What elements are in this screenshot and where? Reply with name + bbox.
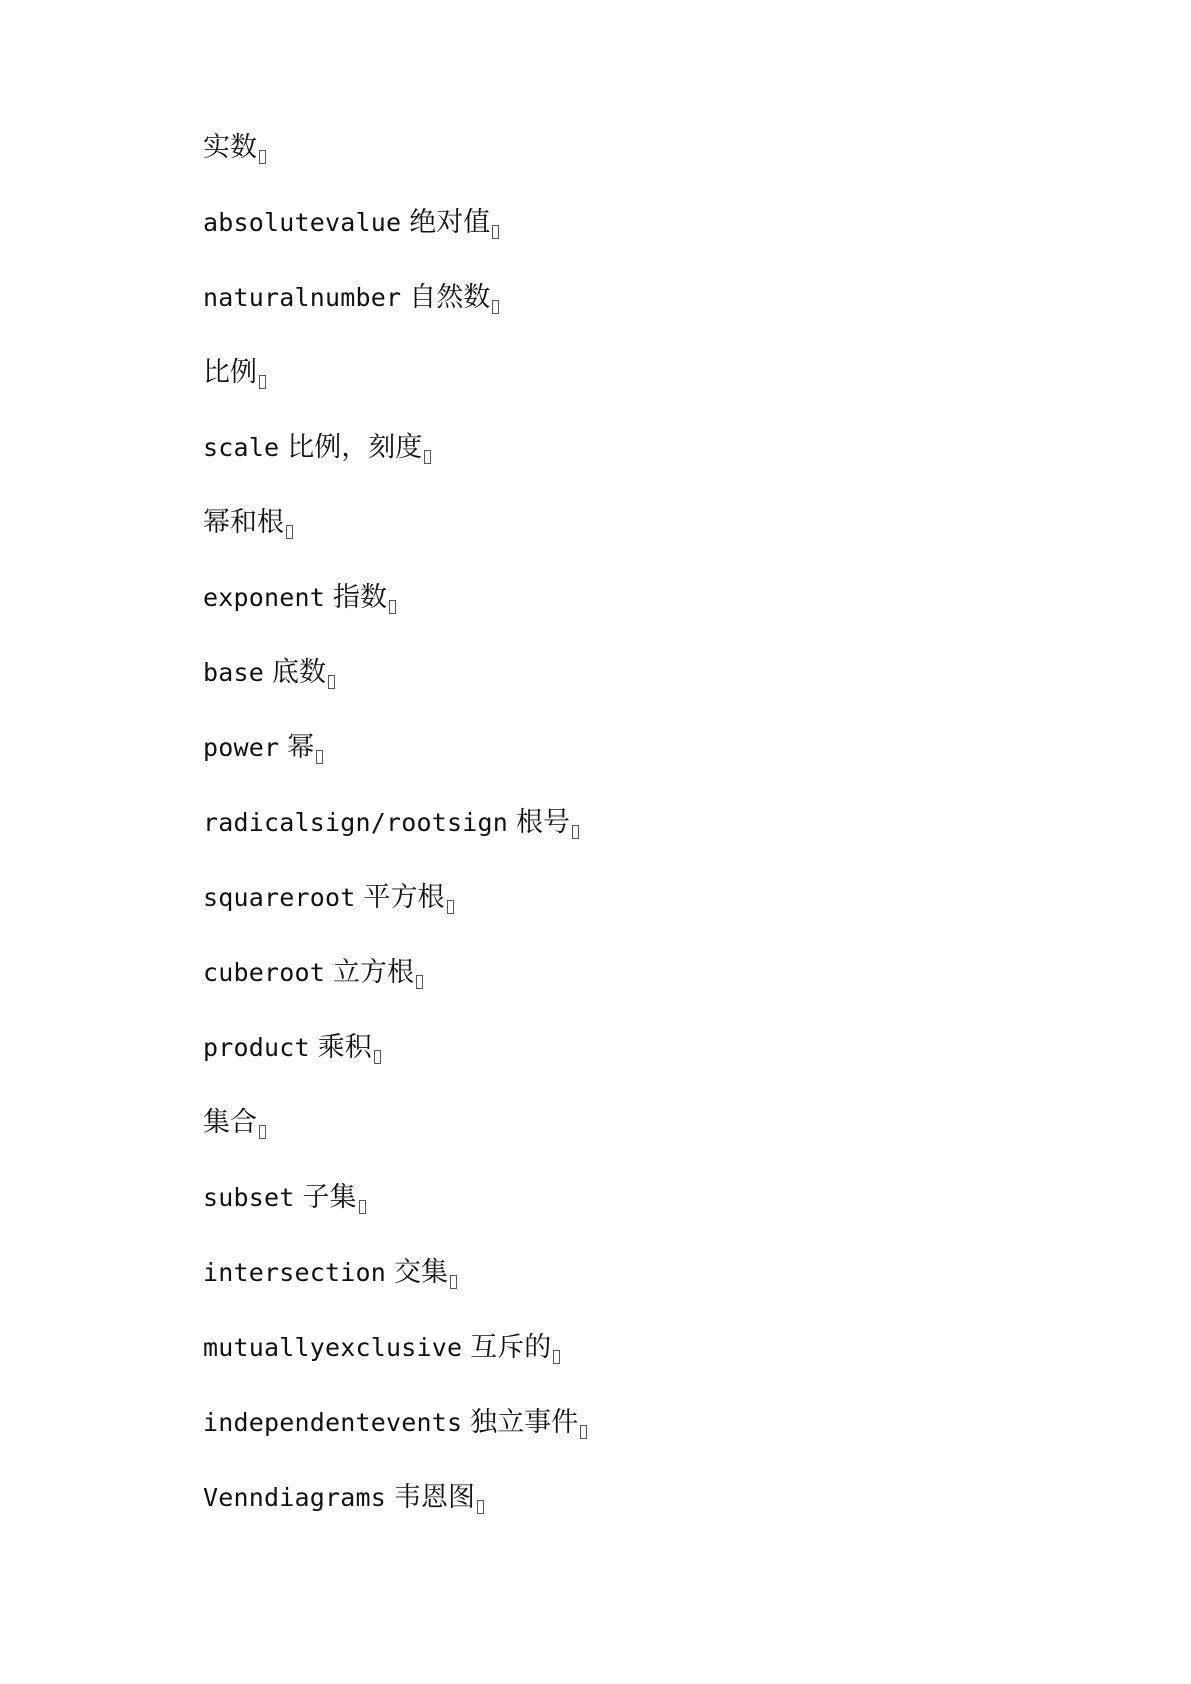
term-chinese: 集合 — [203, 1107, 257, 1138]
placeholder-glyph-icon — [572, 825, 579, 839]
term-english: naturalnumber — [203, 283, 402, 312]
term-chinese: 独立事件 — [470, 1407, 579, 1438]
term-chinese: 绝对值 — [409, 207, 491, 238]
placeholder-glyph-icon — [492, 225, 499, 239]
placeholder-glyph-icon — [580, 1425, 587, 1439]
placeholder-glyph-icon — [492, 300, 499, 314]
placeholder-glyph-icon — [389, 600, 396, 614]
term-chinese: 指数 — [333, 582, 388, 613]
list-item — [203, 1258, 587, 1333]
placeholder-glyph-icon — [316, 750, 323, 764]
list-item — [203, 283, 587, 358]
term-english: mutuallyexclusive — [203, 1333, 463, 1362]
placeholder-glyph-icon — [286, 525, 293, 539]
term-chinese: 子集 — [302, 1182, 357, 1213]
term-chinese: 交集 — [394, 1257, 449, 1288]
placeholder-glyph-icon — [328, 675, 335, 689]
vocabulary-list — [203, 133, 587, 1558]
placeholder-glyph-icon — [259, 375, 266, 389]
term-english: subset — [203, 1183, 295, 1212]
list-item — [203, 733, 587, 808]
placeholder-glyph-icon — [259, 150, 266, 164]
term-english: product — [203, 1033, 310, 1062]
heading-ratio — [203, 358, 587, 433]
heading-powers-roots — [203, 508, 587, 583]
term-english: power — [203, 733, 280, 762]
term-english: independentevents — [203, 1408, 463, 1437]
term-chinese: 幂和根 — [203, 507, 284, 538]
list-item — [203, 1483, 587, 1558]
term-chinese: 比例 — [203, 357, 257, 388]
term-chinese: 根号 — [516, 807, 571, 838]
term-english: cuberoot — [203, 958, 326, 987]
list-item — [203, 433, 587, 508]
term-chinese: 乘积 — [317, 1032, 372, 1063]
term-chinese: 底数 — [272, 657, 327, 688]
placeholder-glyph-icon — [450, 1275, 457, 1289]
heading-real-numbers — [203, 133, 587, 208]
term-english: squareroot — [203, 883, 356, 912]
term-chinese: 实数 — [203, 132, 257, 163]
term-chinese: 幂 — [287, 732, 315, 763]
list-item — [203, 1183, 587, 1258]
heading-sets — [203, 1108, 587, 1183]
placeholder-glyph-icon — [374, 1050, 381, 1064]
term-english: radicalsign/rootsign — [203, 808, 509, 837]
list-item — [203, 1408, 587, 1483]
term-english: absolutevalue — [203, 208, 402, 237]
term-chinese: 互斥的 — [470, 1332, 552, 1363]
placeholder-glyph-icon — [447, 900, 454, 914]
term-english: scale — [203, 433, 280, 462]
term-chinese: 比例，刻度 — [287, 432, 423, 463]
term-chinese: 平方根 — [363, 882, 445, 913]
placeholder-glyph-icon — [259, 1125, 266, 1139]
list-item — [203, 808, 587, 883]
term-chinese: 自然数 — [409, 282, 491, 313]
term-english: base — [203, 658, 265, 687]
list-item — [203, 1333, 587, 1408]
term-english: Venndiagrams — [203, 1483, 387, 1512]
placeholder-glyph-icon — [424, 450, 431, 464]
list-item — [203, 958, 587, 1033]
list-item — [203, 208, 587, 283]
placeholder-glyph-icon — [416, 975, 423, 989]
term-english: intersection — [203, 1258, 387, 1287]
placeholder-glyph-icon — [477, 1500, 484, 1514]
term-chinese: 韦恩图 — [394, 1482, 476, 1513]
list-item — [203, 583, 587, 658]
list-item — [203, 883, 587, 958]
term-english: exponent — [203, 583, 326, 612]
list-item — [203, 658, 587, 733]
term-chinese: 立方根 — [333, 957, 415, 988]
list-item — [203, 1033, 587, 1108]
placeholder-glyph-icon — [553, 1350, 560, 1364]
placeholder-glyph-icon — [359, 1200, 366, 1214]
